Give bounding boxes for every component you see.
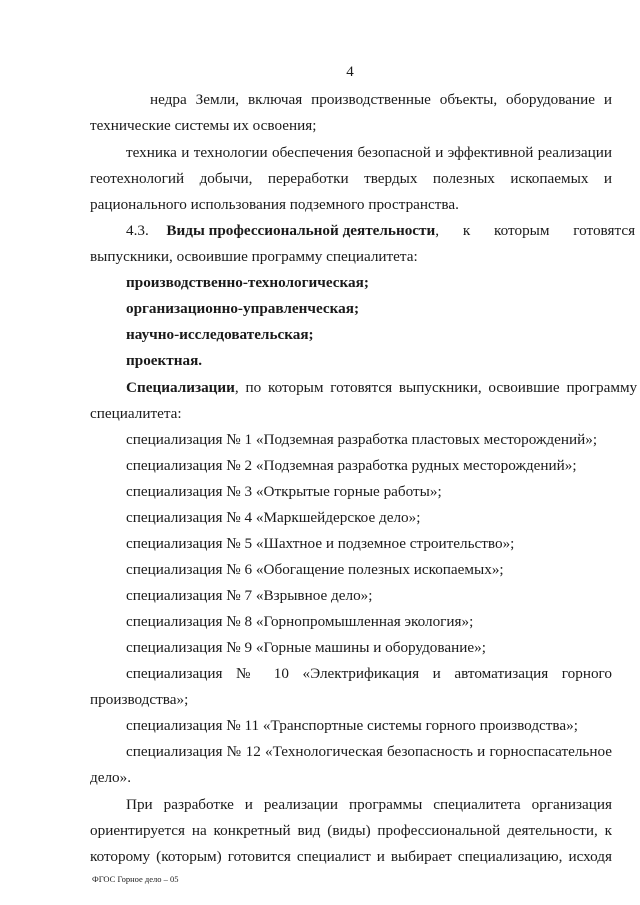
text-line: геотехнологий добычи, переработки твердых полезных ископаемых и	[90, 170, 612, 187]
text-line: производства»;	[90, 691, 189, 708]
activity-item: научно-исследовательская;	[126, 326, 314, 343]
specialization-item: специализация № 3 «Открытые горные работы»;	[126, 483, 442, 500]
specialization-item: специализация № 7 «Взрывное дело»;	[126, 587, 373, 604]
text-line: технические системы их освоения;	[90, 117, 317, 134]
bold-term: Виды профессиональной деятельности	[166, 222, 436, 239]
text-line: рационального использования подземного пространства.	[90, 196, 459, 213]
text-line: техника и технологии обеспечения безопасной и эффективной реализации	[126, 144, 612, 161]
specialization-item: специализация № 4 «Маркшейдерское дело»;	[126, 509, 421, 526]
text-fragment: , по которым готовятся выпускники, освоившие программу	[234, 379, 638, 396]
specialization-item: специализация № 8 «Горнопромышленная экология»;	[126, 613, 474, 630]
text-line: При разработке и реализации программы специалитета организация	[126, 796, 612, 813]
text-line: выпускники, освоившие программу специалитета:	[90, 248, 418, 265]
activity-item: проектная.	[126, 352, 203, 369]
page-footer: ФГОС Горное дело – 05	[92, 874, 179, 884]
text-line: которому (которым) готовится специалист и выбирает специализацию, исходя	[90, 848, 612, 865]
text-line	[126, 379, 638, 397]
section-number: 4.3.	[126, 222, 149, 239]
specialization-item: специализация № 9 «Горные машины и оборудование»;	[126, 639, 486, 656]
page-number: 4	[346, 64, 354, 80]
text-line: специалитета:	[90, 405, 182, 422]
specialization-item: специализация № 2 «Подземная разработка рудных месторождений»;	[126, 457, 577, 474]
text-fragment: , к которым готовятся	[435, 222, 636, 239]
activity-item: производственно-технологическая;	[126, 274, 369, 291]
specialization-item: специализация № 10 «Электрификация и автоматизация горного	[126, 665, 612, 682]
text-line: недра Земли, включая производственные объекты, оборудование и	[150, 91, 612, 108]
specialization-item: специализация № 12 «Технологическая безопасность и горноспасательное	[126, 743, 612, 760]
text-line: ориентируется на конкретный вид (виды) профессиональной деятельности, к	[90, 822, 612, 839]
activity-item: организационно-управленческая;	[126, 300, 359, 317]
text-line: дело».	[90, 769, 132, 786]
specialization-item: специализация № 5 «Шахтное и подземное строительство»;	[126, 535, 515, 552]
specialization-item: специализация № 11 «Транспортные системы горного производства»;	[126, 717, 578, 734]
specialization-item: специализация № 6 «Обогащение полезных ископаемых»;	[126, 561, 504, 578]
bold-term: Специализации	[126, 379, 235, 396]
specialization-item: специализация № 1 «Подземная разработка пластовых месторождений»;	[126, 431, 598, 448]
section-heading-line	[126, 222, 636, 240]
